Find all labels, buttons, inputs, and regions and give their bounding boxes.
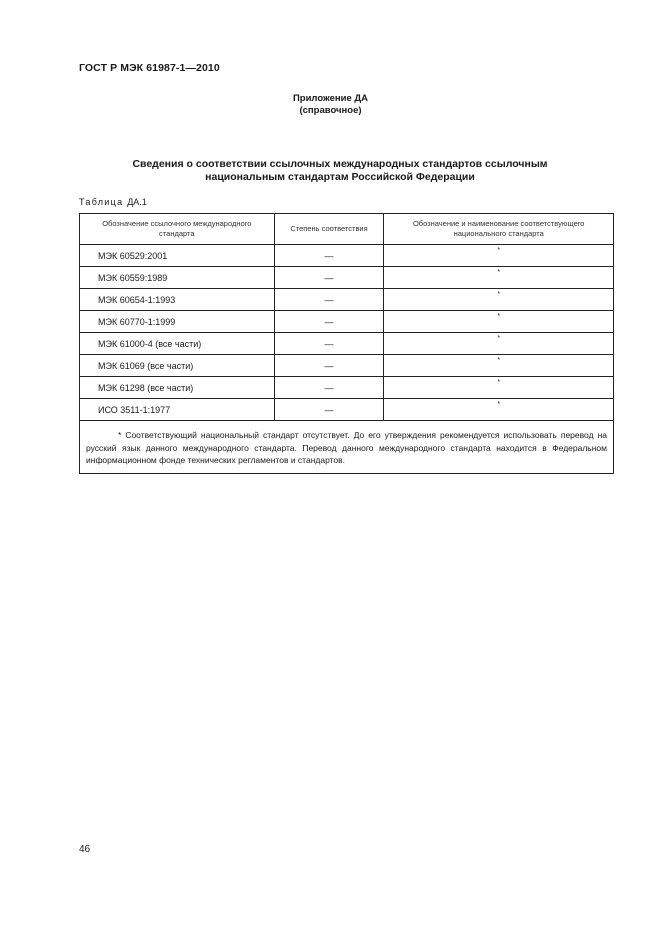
document-header: ГОСТ Р МЭК 61987-1—2010	[79, 62, 220, 74]
table-label-prefix: Таблица	[79, 197, 124, 207]
cell-designation: МЭК 60770-1:1999	[80, 311, 275, 333]
cell-designation: МЭК 60654-1:1993	[80, 289, 275, 311]
cell-designation: МЭК 60559:1989	[80, 267, 275, 289]
header-degree: Степень соответствия	[274, 214, 384, 245]
cell-designation: МЭК 61298 (все части)	[80, 377, 275, 399]
cell-national: *	[384, 333, 614, 355]
table-row	[80, 333, 614, 355]
cell-degree: —	[274, 355, 384, 377]
header-national-standard: Обозначение и наименование соответствующего национального стандарта	[384, 214, 614, 245]
section-title-line-2: национальным стандартам Российской Федерации	[205, 171, 475, 183]
cell-national: *	[384, 267, 614, 289]
cell-degree: —	[274, 377, 384, 399]
cell-national: *	[384, 377, 614, 399]
table-label	[79, 197, 147, 207]
table-row	[80, 355, 614, 377]
cell-designation: МЭК 61000-4 (все части)	[80, 333, 275, 355]
table-row	[80, 267, 614, 289]
cell-degree: —	[274, 267, 384, 289]
table-row	[80, 377, 614, 399]
cell-degree: —	[274, 333, 384, 355]
header-designation: Обозначение ссылочного международного стандарта	[80, 214, 275, 245]
cell-degree: —	[274, 289, 384, 311]
table-label-number: ДА.1	[127, 197, 147, 207]
cell-national: *	[384, 399, 614, 421]
table-row	[80, 399, 614, 421]
cell-degree: —	[274, 399, 384, 421]
cell-degree: —	[274, 245, 384, 267]
table-footnote: * Соответствующий национальный стандарт отсутствует. До его утверждения рекомендуется использовать перевод на русский язык данного международного стандарта. Перевод данного международного стандарта находится в Федеральном информационном фонде технических регламентов и стандартов.	[80, 421, 614, 474]
table-row	[80, 311, 614, 333]
annex-heading	[0, 93, 661, 117]
cell-designation: МЭК 60529:2001	[80, 245, 275, 267]
annex-note: (справочное)	[299, 105, 362, 116]
cell-national: *	[384, 245, 614, 267]
cell-designation: ИСО 3511-1:1977	[80, 399, 275, 421]
section-title-line-1: Сведения о соответствии ссылочных международных стандартов ссылочным	[132, 158, 548, 170]
table-header-row	[80, 214, 614, 245]
cell-national: *	[384, 311, 614, 333]
table-row	[80, 245, 614, 267]
cell-national: *	[384, 289, 614, 311]
cell-degree: —	[274, 311, 384, 333]
table-row	[80, 289, 614, 311]
correspondence-table	[79, 213, 614, 474]
section-title	[100, 158, 580, 184]
table-footnote-row	[80, 421, 614, 474]
page-number: 46	[79, 844, 91, 855]
annex-title: Приложение ДА	[292, 93, 369, 104]
cell-national: *	[384, 355, 614, 377]
cell-designation: МЭК 61069 (все части)	[80, 355, 275, 377]
